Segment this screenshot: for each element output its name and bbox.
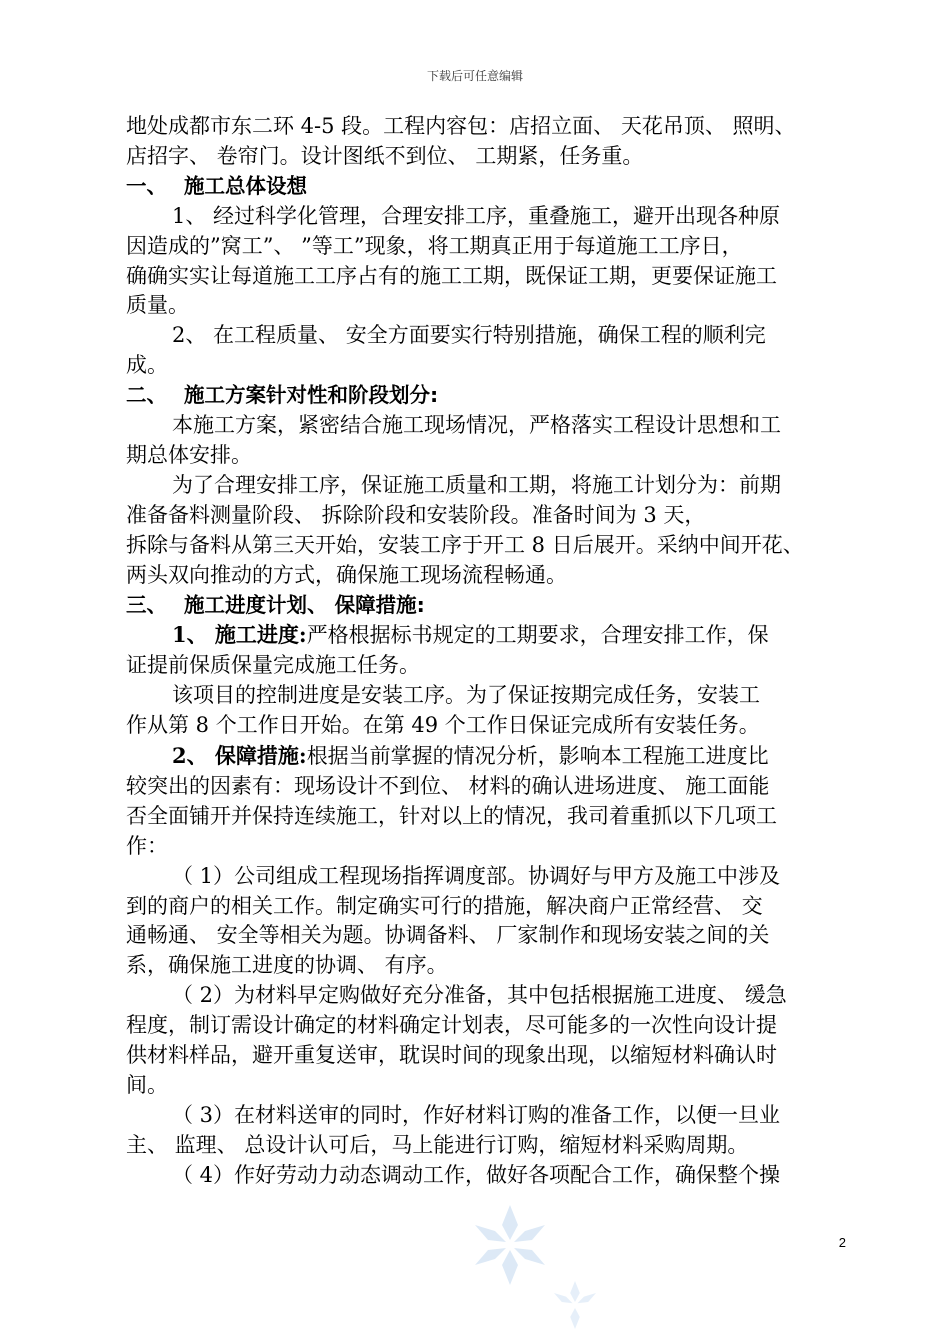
paragraph-line: 拆除与备料从第三天开始，安装工序于开工 8 日后展开。采纳中间开花、: [126, 532, 804, 557]
section-heading: [126, 591, 850, 621]
paragraph-line: 成。: [126, 353, 168, 378]
paragraph-line: 主、 监理、 总设计认可后，马上能进行订购，缩短材料采购周期。: [126, 1132, 749, 1157]
page-header: 下载后可任意编辑: [426, 69, 523, 83]
section-number: 一、: [126, 173, 167, 198]
paragraph-line: 店招字、 卷帘门。设计图纸不到位、 工期紧，任务重。: [126, 143, 644, 168]
paragraph-line: 作：: [126, 833, 168, 858]
paragraph-line: 2、 在工程质量、 安全方面要实行特别措施，确保工程的顺利完: [172, 323, 766, 348]
section-number: 二、: [126, 383, 167, 408]
paragraph-line: 期总体安排。: [126, 442, 252, 467]
section-title: 施工方案针对性和阶段划分:: [184, 383, 439, 408]
section-number: 三、: [126, 592, 167, 617]
paragraph-line: 较突出的因素有：现场设计不到位、 材料的确认进场进度、 施工面能: [126, 773, 770, 798]
paragraph-line: 否全面铺开并保持连续施工，针对以上的情况，我司着重抓以下几项工: [126, 803, 777, 828]
paragraph-line: （ 1）公司组成工程现场指挥调度部。协调好与甲方及施工中涉及: [172, 863, 781, 888]
paragraph-line: 1、 经过科学化管理，合理安排工序，重叠施工，避开出现各种原: [172, 203, 781, 228]
paragraph-line: 到的商户的相关工作。制定确实可行的措施，解决商户正常经营、 交: [126, 893, 763, 918]
page-number: 2: [838, 1235, 846, 1250]
paragraph-line: 系，确保施工进度的协调、 有序。: [126, 953, 448, 978]
section-heading: [126, 172, 850, 202]
paragraph-line: （ 3）在材料送审的同时，作好材料订购的准备工作，以便一旦业: [172, 1102, 781, 1127]
section-title: 施工总体设想: [184, 173, 307, 198]
paragraph-line: 为了合理安排工序，保证施工质量和工期，将施工计划分为：前期: [172, 472, 781, 497]
inline-subheading: 1、 施工进度:: [172, 622, 307, 648]
paragraph-line: 证提前保质保量完成施工任务。: [126, 653, 420, 678]
paragraph-text: 根据当前掌握的情况分析，影响本工程施工进度比: [306, 744, 769, 769]
paragraph-line: 两头双向推动的方式，确保施工现场流程畅通。: [126, 562, 567, 587]
paragraph-line: [126, 741, 850, 772]
document-body: [126, 112, 850, 1191]
paragraph-line: 准备备料测量阶段、 拆除阶段和安装阶段。准备时间为 3 天，: [126, 502, 706, 527]
paragraph-line: 间。: [126, 1073, 168, 1097]
paragraph-line: 作从第 8 个工作日开始。在第 49 个工作日保证完成所有安装任务。: [126, 713, 760, 738]
paragraph-line: 质量。: [126, 293, 189, 318]
snowflake-watermark-icon: [450, 1190, 610, 1340]
paragraph-line: 地处成都市东二环 4-5 段。工程内容包：店招立面、 天花吊顶、 照明、: [126, 114, 796, 138]
paragraph-line: （ 2）为材料早定购做好充分准备，其中包括根据施工进度、 缓急: [172, 983, 787, 1008]
paragraph-line: 该项目的控制进度是安装工序。为了保证按期完成任务，安装工: [172, 683, 760, 708]
paragraph-line: 确确实实让每道施工工序占有的施工工期，既保证工期，更要保证施工: [126, 263, 777, 288]
paragraph-line: （ 4）作好劳动力动态调动工作，做好各项配合工作，确保整个操: [172, 1162, 781, 1187]
paragraph-line: 因造成的”窝工”、 ”等工”现象，将工期真正用于每道施工工序日，: [126, 233, 743, 258]
section-heading: [126, 381, 850, 411]
paragraph-line: [126, 620, 850, 651]
paragraph-line: 通畅通、 安全等相关为题。协调备料、 厂家制作和现场安装之间的关: [126, 923, 770, 948]
section-title: 施工进度计划、 保障措施:: [184, 592, 425, 617]
paragraph-line: 程度，制订需设计确定的材料确定计划表，尽可能多的一次性向设计提: [126, 1013, 777, 1038]
paragraph-line: 供材料样品，避开重复送审，耽误时间的现象出现，以缩短材料确认时: [126, 1043, 777, 1068]
paragraph-text: 严格根据标书规定的工期要求，合理安排工作，保: [306, 623, 769, 648]
inline-subheading: 2、 保障措施:: [172, 743, 307, 769]
paragraph-line: 本施工方案，紧密结合施工现场情况，严格落实工程设计思想和工: [172, 413, 781, 438]
